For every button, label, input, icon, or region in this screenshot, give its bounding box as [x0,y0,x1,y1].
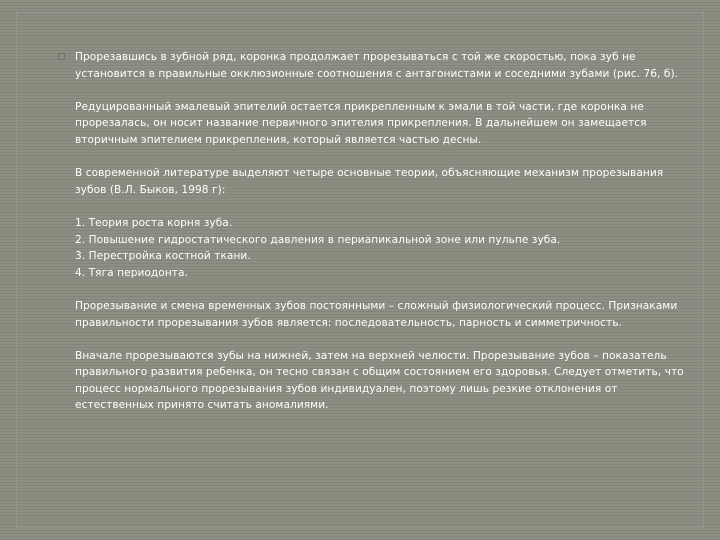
paragraph-theories-intro: В современной литературе выделяют четыре основные теории, объясняющие механизм прорезывания зубов (В.Л. Быков, 1998 г): [75,167,664,196]
theory-item-2: 2. Повышение гидростатического давления в периапикальной зоне или пульпе зуба. [75,233,561,246]
square-bullet-icon [58,53,65,60]
slide-body [75,49,687,431]
paragraph-eruption-order: Вначале прорезываются зубы на нижней, затем на верхней челюсти. Прорезывание зубов – показатель правильного развития ребенка, он тесно связан с общим состоянием его здоровья. Следует отметить, что процесс нормального прорезывания зубов индивидуален, поэтому лишь резкие отклонения от естественных принято считать аномалиями. [75,349,684,412]
theory-item-1: 1. Теория роста корня зуба. [75,216,233,229]
paragraph-reduced-epithelium: Редуцированный эмалевый эпителий остается прикрепленным к эмали в той части, где коронка не прорезалась, он носит название первичного эпителия прикрепления. В дальнейшем он замещается вторичным эпителием прикрепления, который является частью десны. [75,100,647,146]
theory-item-4: 4. Тяга периодонта. [75,266,188,279]
paragraph-eruption-signs: Прорезывание и смена временных зубов постоянными – сложный физиологический процесс. Признаками правильности прорезывания зубов является: последовательность, парность и симметричность. [75,299,678,329]
paragraph-eruption-continues: Прорезавшись в зубной ряд, коронка продолжает прорезываться с той же скоростью, пока зуб не установится в правильные окклюзионные соотношения с антагонистами и соседними зубами (рис. 76, б). [75,51,679,80]
theories-list [75,215,687,281]
theory-item-3: 3. Перестройка костной ткани. [75,250,251,263]
